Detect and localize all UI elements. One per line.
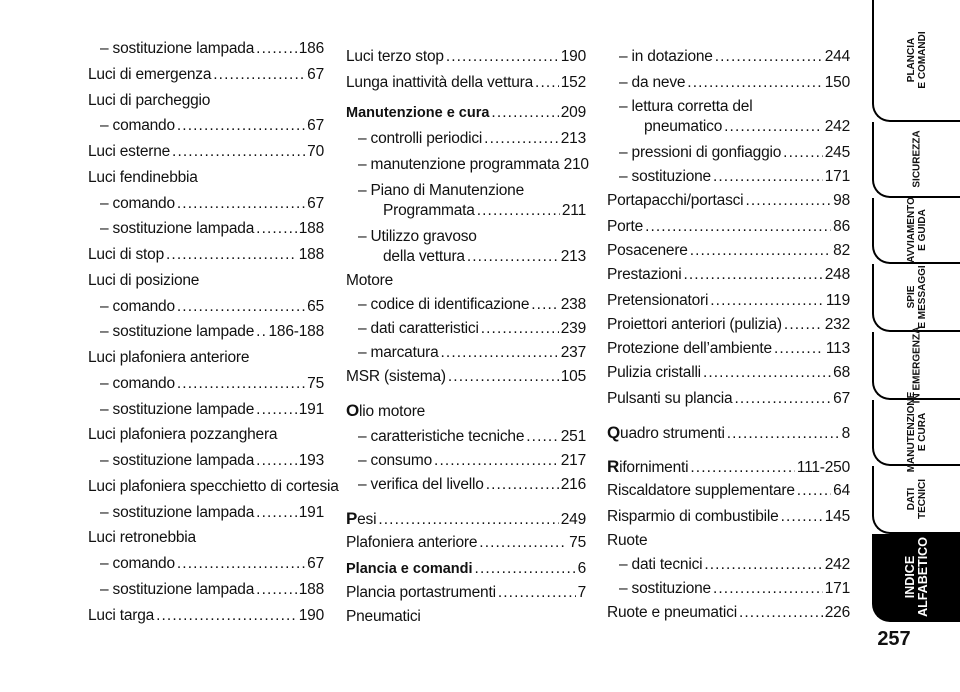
page-number: 257: [877, 628, 911, 650]
index-entry: [88, 529, 324, 547]
index-entry: [607, 508, 850, 526]
entry-label: – da neve: [619, 74, 686, 91]
section-tab-label: PLANCIA E COMANDI: [906, 31, 928, 89]
index-entry: [607, 316, 850, 334]
index-entry: [607, 364, 850, 382]
dot-leader: [783, 144, 823, 162]
entry-label: pneumatico: [644, 118, 723, 135]
index-entry: [607, 604, 850, 622]
index-entry: [346, 156, 589, 174]
entry-label: Pulizia cristalli: [607, 364, 701, 381]
entry-page: 98: [833, 192, 850, 209]
dot-leader: [484, 130, 559, 148]
dot-leader: [177, 195, 305, 213]
entry-page: 190: [298, 606, 324, 624]
dot-leader: [781, 508, 823, 526]
entry-page: 238: [560, 296, 586, 313]
dot-leader: [256, 40, 297, 58]
entry-page: 188: [298, 220, 324, 238]
entry-label: – manutenzione programmata: [358, 156, 560, 173]
dot-leader: [177, 375, 305, 393]
index-entry: [88, 246, 324, 264]
dot-leader: [477, 202, 560, 220]
dot-leader: [645, 218, 831, 236]
dot-leader: [713, 168, 823, 186]
index-entry: [607, 168, 850, 186]
dot-leader: [177, 298, 305, 316]
index-entry: [88, 323, 324, 341]
index-entry: [88, 555, 324, 573]
index-entry: [346, 104, 586, 122]
entry-page: 242: [824, 118, 850, 135]
dot-leader: [734, 390, 831, 408]
index-entry: [607, 580, 850, 598]
entry-page: 193: [298, 452, 324, 469]
entry-label: – controlli periodici: [358, 130, 483, 147]
index-entry: [88, 349, 324, 367]
section-tab[interactable]: [872, 0, 960, 122]
entry-label: – comando: [100, 117, 175, 135]
section-tab[interactable]: [872, 466, 960, 534]
entry-label: – sostituzione lampada: [100, 580, 255, 598]
section-tab[interactable]: [872, 391, 960, 473]
index-entry: [88, 401, 324, 419]
index-entry: [346, 428, 586, 446]
dot-leader: [491, 104, 558, 122]
dot-leader: [213, 66, 305, 84]
entry-label: – caratteristiche tecniche: [358, 428, 525, 445]
entry-page: 249: [560, 511, 586, 528]
section-tab-label: INDICE ALFABETICO: [903, 537, 930, 617]
entry-page: 213: [560, 248, 586, 265]
dot-leader: [703, 364, 831, 382]
entry-page: 245: [824, 144, 850, 161]
entry-label: Manutenzione e cura: [346, 105, 490, 121]
entry-page: 70: [307, 143, 324, 160]
dot-leader: [683, 266, 822, 284]
index-entry: [88, 117, 324, 135]
index-entry: [346, 402, 586, 421]
dot-leader: [797, 482, 831, 500]
dot-leader: [166, 246, 297, 264]
entry-label: Luci di emergenza: [88, 65, 212, 83]
entry-label: – comando: [100, 297, 175, 315]
dot-leader: [481, 320, 559, 338]
index-entry: [346, 608, 586, 626]
index-entry: [607, 532, 850, 550]
entry-label: – comando: [100, 194, 175, 212]
index-entry: [346, 202, 586, 220]
entry-page: 232: [824, 316, 850, 333]
entry-page: 145: [824, 508, 850, 525]
entry-label: MSR (sistema): [346, 368, 446, 385]
entry-label: Portapacchi/portasci: [607, 192, 744, 209]
entry-label: – sostituzione lampada: [100, 503, 255, 521]
entry-page: 217: [560, 452, 586, 469]
entry-page: 8: [841, 425, 850, 442]
section-tab[interactable]: [872, 534, 960, 622]
index-entry: [346, 272, 586, 290]
entry-label: Protezione dell’ambiente: [607, 340, 772, 357]
index-entry: [88, 66, 324, 84]
index-entry: [607, 390, 850, 408]
entry-page: 242: [824, 556, 850, 573]
dot-leader: [531, 296, 558, 314]
entry-label: Luci di stop: [88, 246, 165, 263]
entry-label: Prestazioni: [607, 266, 682, 283]
entry-label: Luci plafoniera pozzanghera: [88, 426, 278, 444]
index-entry: [346, 368, 586, 386]
index-entry: [607, 424, 850, 443]
entry-label: della vettura: [383, 248, 465, 265]
index-entry: [607, 556, 850, 574]
dot-leader: [687, 74, 822, 92]
dot-leader: [256, 401, 297, 419]
entry-page: 190: [560, 48, 586, 65]
dot-leader: [172, 143, 305, 161]
entry-page: 239: [560, 320, 586, 337]
dot-leader: [690, 242, 831, 260]
entry-label: Proiettori anteriori (pulizia): [607, 316, 782, 333]
section-tab[interactable]: [872, 326, 960, 404]
section-tab[interactable]: [872, 122, 960, 198]
entry-page: 226: [824, 604, 850, 621]
index-entry: [607, 340, 850, 358]
section-tab-label: DATI TECNICI: [906, 479, 928, 519]
entry-label: Lunga inattività della vettura: [346, 74, 534, 91]
dot-leader: [434, 452, 559, 470]
index-entry: [346, 534, 586, 552]
dot-leader: [467, 248, 559, 266]
entry-label: – codice di identificazione: [358, 296, 530, 313]
index-entry: [346, 130, 586, 148]
dot-leader: [479, 534, 567, 552]
dot-leader: [724, 118, 823, 136]
section-tab[interactable]: [872, 264, 960, 332]
dot-leader: [745, 192, 831, 210]
index-entry: [346, 320, 586, 338]
entry-label: – sostituzione lampada: [100, 452, 255, 469]
entry-label: Luci retronebbia: [88, 529, 196, 547]
index-entry: [346, 476, 586, 494]
dot-leader: [177, 555, 305, 573]
entry-label: Ruote e pneumatici: [607, 604, 737, 621]
entry-page: 188: [298, 246, 324, 263]
index-entry: [88, 298, 324, 316]
section-tab-label: SPIE E MESSAGGI: [906, 265, 928, 329]
index-entry: [346, 510, 586, 529]
entry-label: Luci fendinebbia: [88, 168, 198, 186]
entry-label: Pneumatici: [346, 608, 421, 625]
entry-page: 213: [560, 130, 586, 147]
index-entry: [607, 482, 850, 500]
dot-leader: [713, 580, 823, 598]
index-entry: [346, 584, 586, 602]
section-tab[interactable]: [872, 198, 960, 264]
entry-label: – sostituzione lampada: [100, 220, 255, 238]
index-entry: [346, 344, 586, 362]
entry-label: – pressioni di gonfiaggio: [619, 144, 782, 161]
index-entry: [346, 182, 586, 200]
entry-page: 171: [824, 168, 850, 185]
entry-page: 67: [307, 194, 324, 212]
entry-page: 86: [833, 218, 850, 235]
entry-page: 244: [824, 48, 850, 65]
index-entry: [88, 452, 324, 470]
entry-label: – sostituzione lampada: [100, 40, 255, 57]
entry-page: 209: [560, 104, 586, 121]
entry-page: 111-250: [796, 459, 850, 476]
index-entry: [607, 48, 850, 66]
entry-page: 6: [577, 560, 586, 577]
entry-label: – sostituzione lampade: [100, 323, 255, 341]
dot-leader: [704, 556, 822, 574]
entry-page: 251: [560, 428, 586, 445]
index-entry: [346, 48, 586, 66]
index-entry: [88, 375, 324, 393]
section-tab-label: IN EMERGENZA: [911, 326, 923, 404]
entry-label: Luci terzo stop: [346, 48, 444, 65]
dot-leader: [486, 476, 559, 494]
dot-leader: [774, 340, 824, 358]
entry-page: 211: [561, 202, 586, 219]
entry-label: Riscaldatore supplementare: [607, 482, 795, 499]
entry-label: Programmata: [383, 202, 475, 219]
entry-label: – consumo: [358, 452, 433, 469]
index-entry: [607, 266, 850, 284]
index-entry: [88, 581, 324, 599]
entry-label: Luci di posizione: [88, 271, 200, 289]
entry-label: Luci targa: [88, 606, 155, 624]
entry-label: – sostituzione lampade: [100, 400, 255, 418]
index-entry: [607, 458, 850, 477]
entry-label: – dati tecnici: [619, 556, 703, 573]
index-entry: [346, 74, 586, 92]
section-tab-label: AVVIAMENTO E GUIDA: [906, 197, 928, 263]
index-entry: [88, 40, 324, 58]
dot-leader: [256, 581, 297, 599]
entry-page: 67: [307, 65, 324, 83]
index-entry: [607, 74, 850, 92]
dot-leader: [256, 220, 297, 238]
entry-label: – Piano di Manutenzione: [358, 182, 525, 199]
dot-leader: [256, 452, 297, 470]
entry-label: Luci esterne: [88, 143, 171, 160]
entry-page: 248: [824, 266, 850, 283]
entry-page: 75: [307, 374, 324, 392]
entry-label: – marcatura: [358, 344, 439, 361]
dot-leader: [156, 607, 297, 625]
entry-page: 237: [560, 344, 586, 361]
entry-page: 171: [824, 580, 850, 597]
entry-page: 188: [298, 580, 324, 598]
entry-page: 150: [824, 74, 850, 91]
entry-page: 7: [577, 584, 586, 601]
entry-page: 113: [825, 340, 850, 357]
entry-page: 186: [298, 40, 324, 57]
dot-leader: [739, 604, 823, 622]
entry-page: 216: [560, 476, 586, 493]
entry-page: 64: [833, 482, 850, 499]
entry-label: – lettura corretta del: [619, 98, 753, 115]
entry-page: 186-188: [268, 323, 324, 341]
entry-page: 67: [833, 390, 850, 407]
index-entry: [607, 144, 850, 162]
section-tab-label: MANUTENZIONE E CURA: [906, 391, 928, 473]
dot-leader: [446, 48, 559, 66]
section-tabs: [872, 0, 960, 692]
index-entry: [88, 477, 339, 496]
dot-leader: [378, 511, 558, 529]
entry-label: Motore: [346, 272, 394, 289]
section-tab-label: SICUREZZA: [911, 130, 923, 188]
entry-page: 65: [307, 297, 324, 315]
dot-leader: [535, 74, 559, 92]
index-entry: [88, 169, 324, 187]
entry-label: Porte: [607, 218, 644, 235]
entry-label: Posacenere: [607, 242, 688, 259]
entry-label: Ruote: [607, 532, 648, 549]
index-entry: [607, 98, 850, 116]
entry-page: 68: [833, 364, 850, 381]
dot-leader: [475, 560, 576, 578]
entry-page: 67: [307, 555, 324, 572]
dot-leader: [441, 344, 559, 362]
entry-page: 67: [307, 117, 324, 135]
index-entry: [346, 560, 586, 578]
entry-label: Plancia e comandi: [346, 561, 473, 577]
entry-label: – comando: [100, 555, 175, 572]
index-entry: [88, 272, 324, 290]
entry-label: Olio motore: [346, 401, 426, 420]
entry-label: Pretensionatori: [607, 292, 709, 309]
entry-label: – sostituzione: [619, 168, 711, 185]
entry-label: Risparmio di combustibile: [607, 508, 779, 525]
index-entry: [607, 242, 850, 260]
entry-page: 191: [298, 400, 324, 418]
dot-leader: [448, 368, 559, 386]
dot-leader: [177, 117, 305, 135]
dot-leader: [784, 316, 823, 334]
entry-page: 105: [560, 368, 586, 385]
dot-leader: [256, 504, 297, 522]
entry-page: 210: [563, 156, 589, 173]
dot-leader: [526, 428, 558, 446]
entry-label: Luci plafoniera anteriore: [88, 349, 250, 366]
index-entry: [346, 228, 586, 246]
entry-label: – Utilizzo gravoso: [358, 228, 477, 245]
index-entry: [346, 452, 586, 470]
entry-label: Plancia portastrumenti: [346, 584, 496, 601]
entry-label: Luci di parcheggio: [88, 91, 211, 109]
index-entry: [607, 218, 850, 236]
index-entry: [346, 248, 586, 266]
index-entry: [88, 92, 324, 110]
entry-label: Plafoniera anteriore: [346, 534, 478, 551]
entry-label: – sostituzione: [619, 580, 711, 597]
entry-page: 152: [560, 74, 586, 91]
entry-label: – comando: [100, 374, 175, 392]
entry-label: – dati caratteristici: [358, 320, 479, 337]
index-entry: [346, 296, 586, 314]
index-entry: [88, 426, 324, 444]
entry-label: Rifornimenti: [607, 457, 689, 476]
entry-label: Luci plafoniera specchietto di cortesia: [88, 477, 339, 495]
index-entry: [88, 504, 324, 522]
dot-leader: [256, 323, 266, 341]
entry-label: Quadro strumenti: [607, 423, 725, 442]
dot-leader: [498, 584, 576, 602]
dot-leader: [727, 425, 840, 443]
index-entry: [88, 195, 324, 213]
entry-page: 191: [298, 503, 324, 521]
entry-label: Pulsanti su plancia: [607, 390, 733, 407]
entry-label: – verifica del livello: [358, 476, 484, 493]
index-entry: [88, 220, 324, 238]
dot-leader: [710, 292, 824, 310]
index-entry: [607, 292, 850, 310]
index-entry: [607, 192, 850, 210]
entry-label: Pesi: [346, 509, 377, 528]
entry-page: 119: [825, 292, 850, 309]
dot-leader: [690, 459, 794, 477]
dot-leader: [715, 48, 823, 66]
entry-page: 75: [569, 534, 586, 551]
entry-label: – in dotazione: [619, 48, 713, 65]
index-entry: [88, 143, 324, 161]
index-entry: [607, 118, 850, 136]
entry-page: 82: [833, 242, 850, 259]
index-entry: [88, 607, 324, 625]
